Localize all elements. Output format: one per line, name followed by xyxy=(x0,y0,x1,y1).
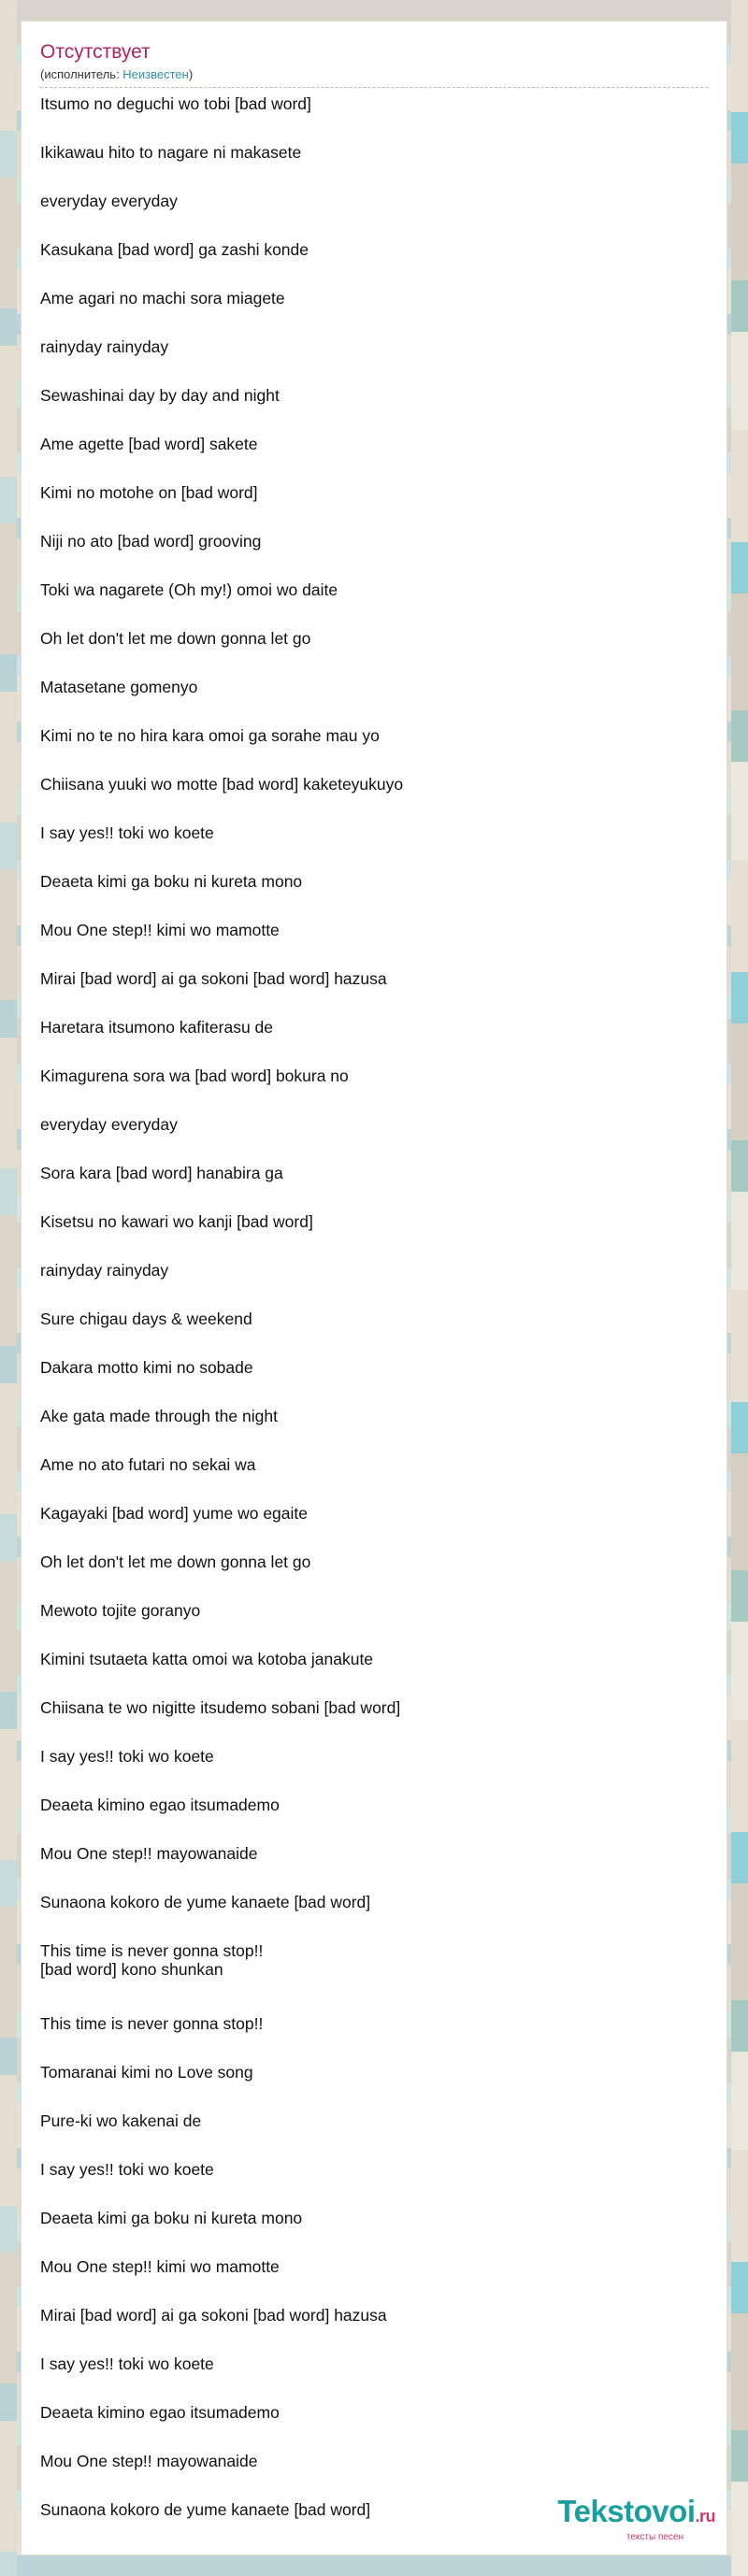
lyric-line: Sunaona kokoro de yume kanaete [bad word] xyxy=(40,1893,371,1911)
lyric-line: Sunaona kokoro de yume kanaete [bad word] xyxy=(40,2500,371,2519)
lyric-line: Sewashinai day by day and night xyxy=(40,386,280,405)
lyric-line: Mewoto tojite goranyo xyxy=(40,1601,201,1620)
lyric-line: Haretara itsumono kafiterasu de xyxy=(40,1018,274,1037)
artist-link[interactable]: Неизвестен xyxy=(122,67,189,81)
artist-line xyxy=(40,66,708,82)
lyric-line: everyday everyday xyxy=(40,192,178,210)
lyric-line: Mou One step!! kimi wo mamotte xyxy=(40,921,280,939)
header-divider xyxy=(40,87,708,88)
lyric-line: Ake gata made through the night xyxy=(40,1407,278,1425)
logo-tagline: тексты песен xyxy=(626,2532,683,2542)
lyric-line: Dakara motto kimi no sobade xyxy=(40,1358,253,1377)
lyric-line: Oh let don't let me down gonna let go xyxy=(40,1553,311,1571)
lyric-line: This time is never gonna stop!! xyxy=(40,2014,264,2033)
lyric-line: Deaeta kimi ga boku ni kureta mono xyxy=(40,2209,303,2227)
lyric-line: Ame agari no machi sora miagete xyxy=(40,289,285,308)
song-title: Отсутствует xyxy=(40,41,151,63)
lyric-line: rainyday rainyday xyxy=(40,337,169,356)
lyric-line: Kimi no te no hira kara omoi ga sorahe mau yo xyxy=(40,726,380,745)
lyric-line: Kasukana [bad word] ga zashi konde xyxy=(40,240,309,259)
background-stripe-left xyxy=(0,0,17,2576)
lyric-line: Chiisana te wo nigitte itsudemo sobani [bad word] xyxy=(40,1698,401,1717)
lyric-line: Tomaranai kimi no Love song xyxy=(40,2063,253,2082)
lyric-line: Matasetane gomenyo xyxy=(40,678,198,696)
site-logo[interactable] xyxy=(557,2496,715,2543)
lyric-line: Sure chigau days & weekend xyxy=(40,1309,252,1328)
artist-prefix: (исполнитель: xyxy=(40,67,123,81)
lyric-line: Deaeta kimino egao itsumademo xyxy=(40,2403,280,2422)
lyric-line: Mirai [bad word] ai ga sokoni [bad word] hazusa xyxy=(40,969,387,988)
lyric-line: Ikikawau hito to nagare ni makasete xyxy=(40,143,302,162)
lyric-line: Kagayaki [bad word] yume wo egaite xyxy=(40,1504,308,1523)
lyric-line: Kimini tsutaeta katta omoi wa kotoba janakute xyxy=(40,1650,374,1668)
lyric-line: I say yes!! toki wo koete xyxy=(40,2354,214,2373)
lyric-line: Mou One step!! kimi wo mamotte xyxy=(40,2257,280,2276)
lyric-line: Oh let don't let me down gonna let go xyxy=(40,629,311,648)
lyrics-card xyxy=(21,21,727,2555)
lyric-line: Ame agette [bad word] sakete xyxy=(40,435,258,453)
lyric-line: Sora kara [bad word] hanabira ga xyxy=(40,1164,283,1182)
logo-tld: .ru xyxy=(695,2507,715,2526)
lyric-line: everyday everyday xyxy=(40,1115,178,1134)
lyric-line: Mou One step!! mayowanaide xyxy=(40,1844,258,1863)
lyric-line: Mirai [bad word] ai ga sokoni [bad word] hazusa xyxy=(40,2306,387,2325)
lyric-line: Ame no ato futari no sekai wa xyxy=(40,1455,256,1474)
lyric-line: Deaeta kimino egao itsumademo xyxy=(40,1796,280,1814)
lyric-line: Mou One step!! mayowanaide xyxy=(40,2452,258,2470)
artist-suffix: ) xyxy=(188,67,194,81)
song-header xyxy=(40,40,708,82)
lyric-line: rainyday rainyday xyxy=(40,1261,169,1280)
lyric-line: Itsumo no deguchi wo tobi [bad word] xyxy=(40,94,311,113)
lyric-line: Pure-ki wo kakenai de xyxy=(40,2111,202,2130)
lyric-line: Chiisana yuuki wo motte [bad word] kaketeyukuyo xyxy=(40,775,404,794)
lyric-line: Kisetsu no kawari wo kanji [bad word] xyxy=(40,1212,313,1231)
lyrics-text xyxy=(40,94,708,2549)
lyric-line: Kimi no motohe on [bad word] xyxy=(40,483,258,502)
lyric-line: Toki wa nagarete (Oh my!) omoi wo daite xyxy=(40,580,338,599)
lyric-line: I say yes!! toki wo koete xyxy=(40,1747,214,1766)
lyric-line: I say yes!! toki wo koete xyxy=(40,823,214,842)
lyric-line: I say yes!! toki wo koete xyxy=(40,2160,214,2179)
background-stripe-right xyxy=(731,0,748,2576)
logo-text: Tekstovoi xyxy=(557,2494,696,2528)
lyric-line: Deaeta kimi ga boku ni kureta mono xyxy=(40,872,303,891)
lyric-line: Kimagurena sora wa [bad word] bokura no xyxy=(40,1066,349,1085)
lyric-line: This time is never gonna stop!! [bad word] kono shunkan xyxy=(40,1941,264,1979)
lyric-line: Niji no ato [bad word] grooving xyxy=(40,532,262,551)
